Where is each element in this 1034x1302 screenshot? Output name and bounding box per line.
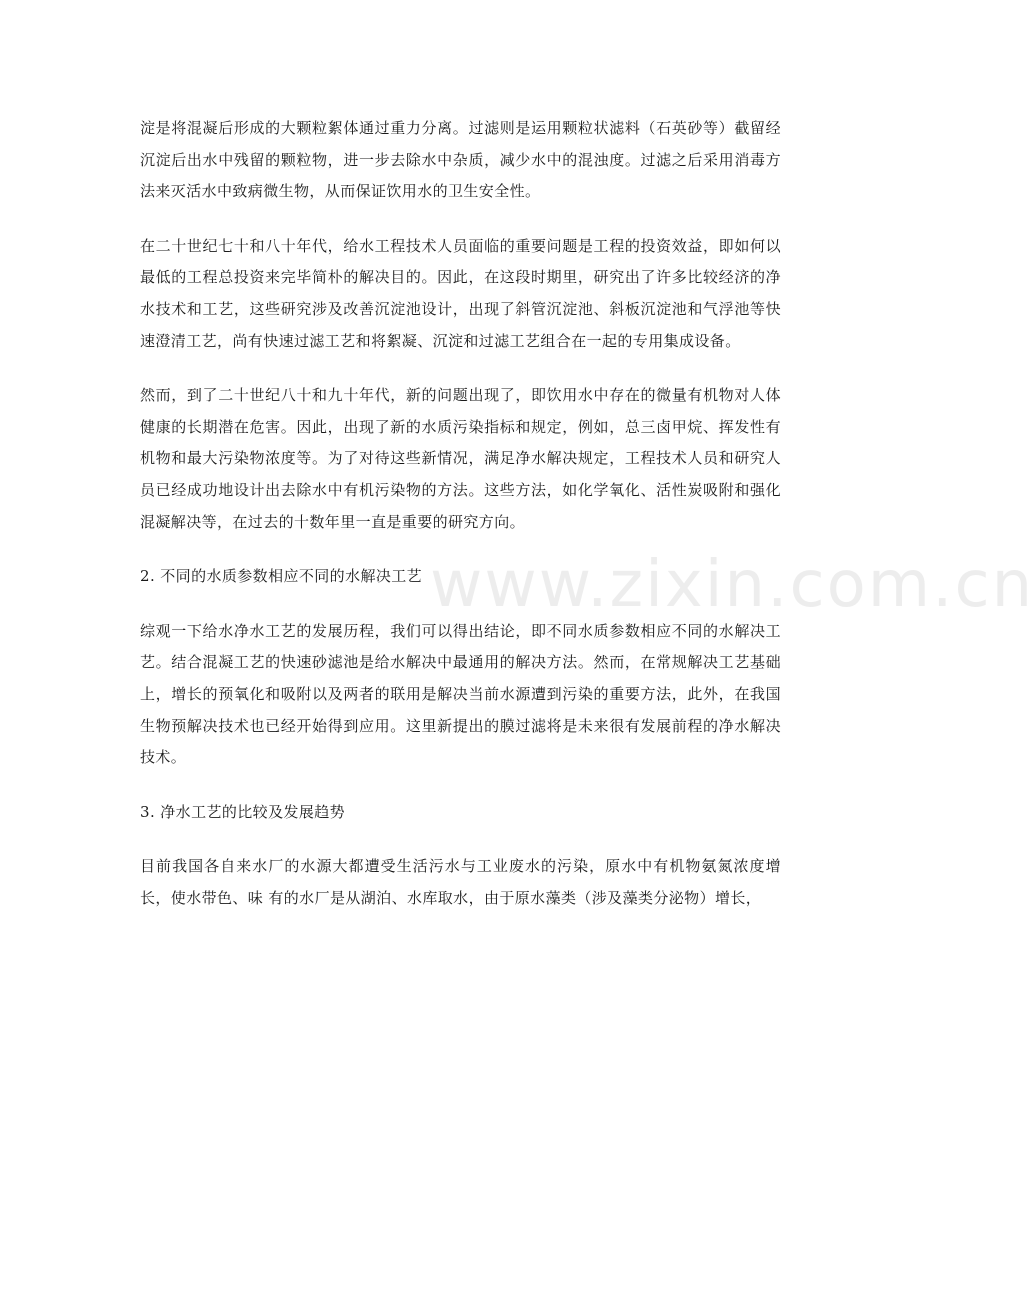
paragraph-gap (140, 538, 781, 561)
paragraph-1970s-1980s: 在二十世纪七十和八十年代，给水工程技术人员面临的重要问题是工程的投资效益，即如何以最低的工程总投资来完毕简朴的解决目的。因此，在这段时期里，研究出了许多比较经济的净水技术和工艺，这些研究涉及改善沉淀池设计，出现了斜管沉淀池、斜板沉淀池和气浮池等快速澄清工艺，尚有快速过滤工艺和将絮凝、沉淀和过滤工艺组合在一起的专用集成设备。 (140, 236, 781, 350)
paragraph-gap (140, 774, 781, 797)
document-body (140, 113, 781, 914)
paragraph-1980s-1990s: 然而，到了二十世纪八十和九十年代，新的问题出现了，即饮用水中存在的微量有机物对人体健康的长期潜在危害。因此，出现了新的水质污染指标和规定，例如，总三卤甲烷、挥发性有机物和最大污染物浓度等。为了对待这些新情况，满足净水解决规定，工程技术人员和研究人员已经成功地设计出去除水中有机污染物的方法。这些方法，如化学氧化、活性炭吸附和强化混凝解决等，在过去的十数年里一直是重要的研究方向。 (140, 386, 781, 531)
paragraph-gap (140, 828, 781, 851)
paragraph-water-source-pollution: 目前我国各自来水厂的水源大都遭受生活污水与工业废水的污染，原水中有机物氨氮浓度增长，使水带色、味 有的水厂是从湖泊、水库取水，由于原水藻类（涉及藻类分泌物）增长， (140, 857, 781, 907)
paragraph-process-development: 综观一下给水净水工艺的发展历程，我们可以得出结论，即不同水质参数相应不同的水解决工艺。结合混凝工艺的快速砂滤池是给水解决中最通用的解决方法。然而，在常规解决工艺基础上，增长的预氧化和吸附以及两者的联用是解决当前水源遭到污染的重要方法，此外，在我国生物预解决技术也已经开始得到应用。这里新提出的膜过滤将是未来很有发展前程的净水解决技术。 (140, 621, 781, 767)
section-heading-3: 3. 净水工艺的比较及发展趋势 (140, 802, 346, 821)
paragraph-sedimentation-filtration: 淀是将混凝后形成的大颗粒絮体通过重力分离。过滤则是运用颗粒状滤料（石英砂等）截留经沉淀后出水中残留的颗粒物，进一步去除水中杂质，减少水中的混浊度。过滤之后采用消毒方法来灭活水中致病微生物，从而保证饮用水的卫生安全性。 (140, 119, 781, 201)
paragraph-gap (140, 593, 781, 616)
watermark-text: www.zixin.com.cn (430, 548, 1034, 622)
paragraph-gap (140, 208, 781, 231)
section-heading-2: 2. 不同的水质参数相应不同的水解决工艺 (140, 567, 423, 586)
paragraph-gap (140, 357, 781, 380)
